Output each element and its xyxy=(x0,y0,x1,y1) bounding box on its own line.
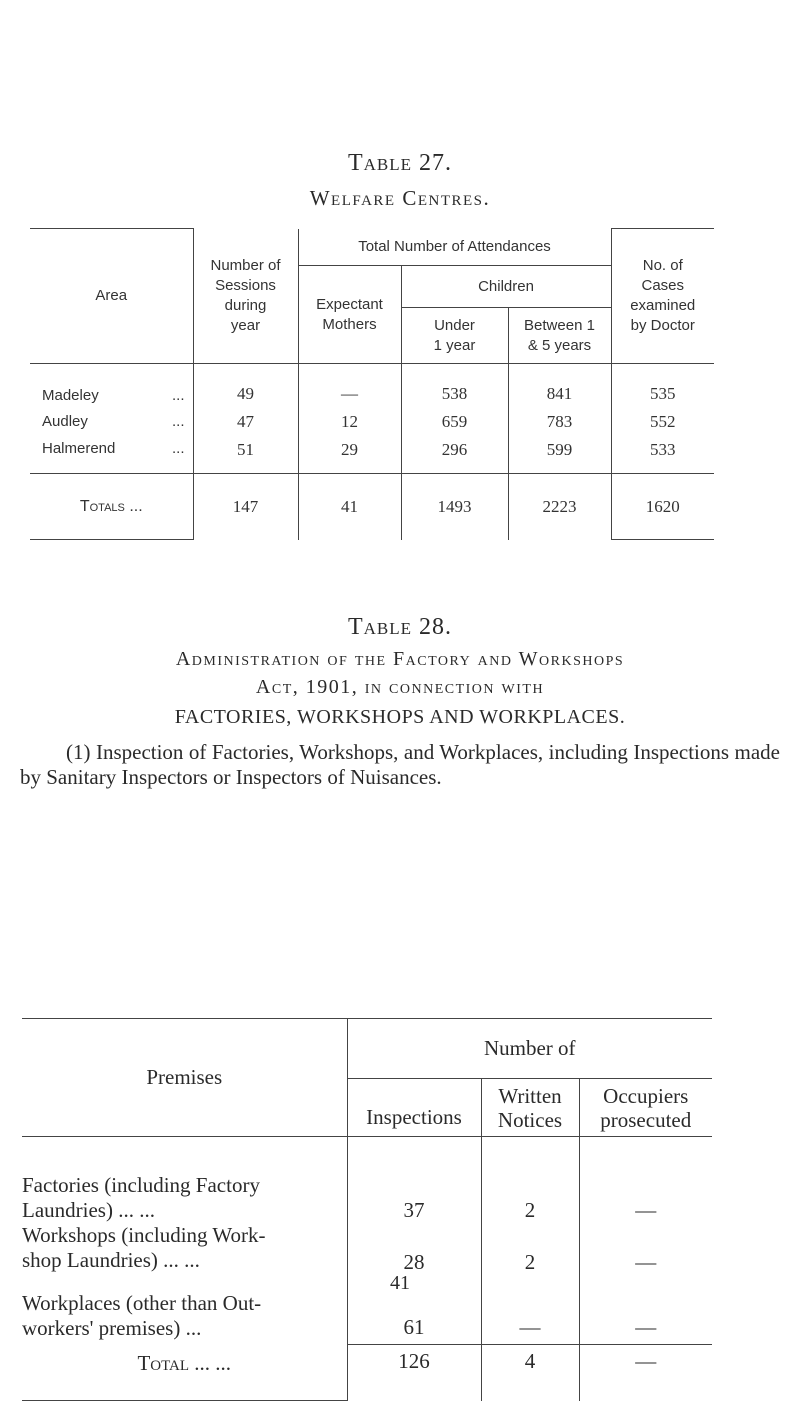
table-row xyxy=(22,1137,712,1223)
cell-cases: 535 xyxy=(611,364,714,404)
header-area: Area xyxy=(30,229,193,364)
totals-label: Totals ... xyxy=(30,474,193,540)
header-occupiers-prosecuted: Occupiers prosecuted xyxy=(579,1079,712,1137)
cell-under1: 538 xyxy=(401,364,508,404)
table27-subtitle: Welfare Centres. xyxy=(309,186,491,210)
header-number-of: Number of xyxy=(347,1019,712,1079)
header-premises: Premises xyxy=(22,1019,347,1137)
cell-prosecuted: — xyxy=(579,1223,712,1275)
cell-between: 783 xyxy=(508,404,611,440)
leader-dots: ... xyxy=(171,413,185,430)
total-row xyxy=(22,1345,712,1401)
total-sessions: 147 xyxy=(193,474,298,540)
table-row xyxy=(22,1223,712,1275)
header-total-attendances: Total Number of Attendances xyxy=(298,229,611,266)
cell-under1: 659 xyxy=(401,404,508,440)
table-row xyxy=(30,404,714,440)
total-expectant: 41 xyxy=(298,474,401,540)
header-written-notices: Written Notices xyxy=(481,1079,579,1137)
table28-heading: FACTORIES, WORKSHOPS AND WORKPLACES. xyxy=(174,706,626,728)
cell-prosecuted: — xyxy=(579,1137,712,1223)
row-area: Audley xyxy=(42,413,88,430)
leader-dots: ... xyxy=(171,386,185,404)
cell-expectant: 12 xyxy=(298,404,401,440)
cell-between: 841 xyxy=(508,364,611,404)
table-row xyxy=(30,364,714,404)
cell-inspections: 28 xyxy=(347,1223,481,1275)
header-between-1-5: Between 1 & 5 years xyxy=(508,308,611,364)
cell-under1: 296 xyxy=(401,440,508,474)
total-cases: 1620 xyxy=(611,474,714,540)
cell-notices: 2 xyxy=(481,1223,579,1275)
row-area: Madeley xyxy=(42,386,99,404)
header-inspections: Inspections xyxy=(347,1079,481,1137)
cell-notices: — xyxy=(481,1275,579,1345)
row-premises: Workplaces (other than Out- workers' premises) ... xyxy=(22,1290,262,1340)
cell-prosecuted: — xyxy=(579,1275,712,1345)
cell-between: 599 xyxy=(508,440,611,474)
table28-intro: (1) Inspection of Factories, Workshops, and Workplaces, including Inspections made by Sanitary Inspectors or Inspectors of Nuisances. xyxy=(20,740,780,789)
total-inspections: 126 xyxy=(347,1345,481,1401)
row-premises: Workshops (including Work- shop Laundries) ... ... xyxy=(22,1222,266,1272)
total-between: 2223 xyxy=(508,474,611,540)
cell-cases: 533 xyxy=(611,440,714,474)
total-notices: 4 xyxy=(481,1345,579,1401)
table27-title: Table 27. xyxy=(347,150,453,176)
header-sessions: Number of Sessions during year xyxy=(193,229,298,364)
cell-sessions: 49 xyxy=(193,364,298,404)
factory-inspections-table xyxy=(22,1018,712,1401)
cell-sessions: 51 xyxy=(193,440,298,474)
header-expectant: Expectant Mothers xyxy=(298,266,401,364)
welfare-centres-table xyxy=(30,228,714,540)
cell-expectant: 29 xyxy=(298,440,401,474)
cell-cases: 552 xyxy=(611,404,714,440)
cell-expectant: — xyxy=(298,364,401,404)
table-row xyxy=(30,440,714,474)
cell-inspections: 61 xyxy=(347,1275,481,1345)
leader-dots: ... xyxy=(171,439,185,457)
cell-inspections: 37 xyxy=(347,1137,481,1223)
total-prosecuted: — xyxy=(579,1345,712,1401)
row-premises: Factories (including Factory Laundries) ... ... xyxy=(22,1137,347,1223)
cell-notices: 2 xyxy=(481,1137,579,1223)
total-label: Total ... ... xyxy=(22,1345,347,1401)
totals-row xyxy=(30,474,714,540)
header-children: Children xyxy=(401,266,611,308)
page-number: 41 xyxy=(390,1272,410,1294)
header-under-1: Under 1 year xyxy=(401,308,508,364)
row-area: Halmerend xyxy=(42,439,116,457)
cell-sessions: 47 xyxy=(193,404,298,440)
total-under1: 1493 xyxy=(401,474,508,540)
table28-title: Table 28. xyxy=(347,614,453,640)
header-cases: No. of Cases examined by Doctor xyxy=(611,229,714,364)
table28-subtitle-line1: Administration of the Factory and Workshops xyxy=(175,648,625,670)
table28-subtitle-line2: Act, 1901, in connection with xyxy=(255,676,545,698)
